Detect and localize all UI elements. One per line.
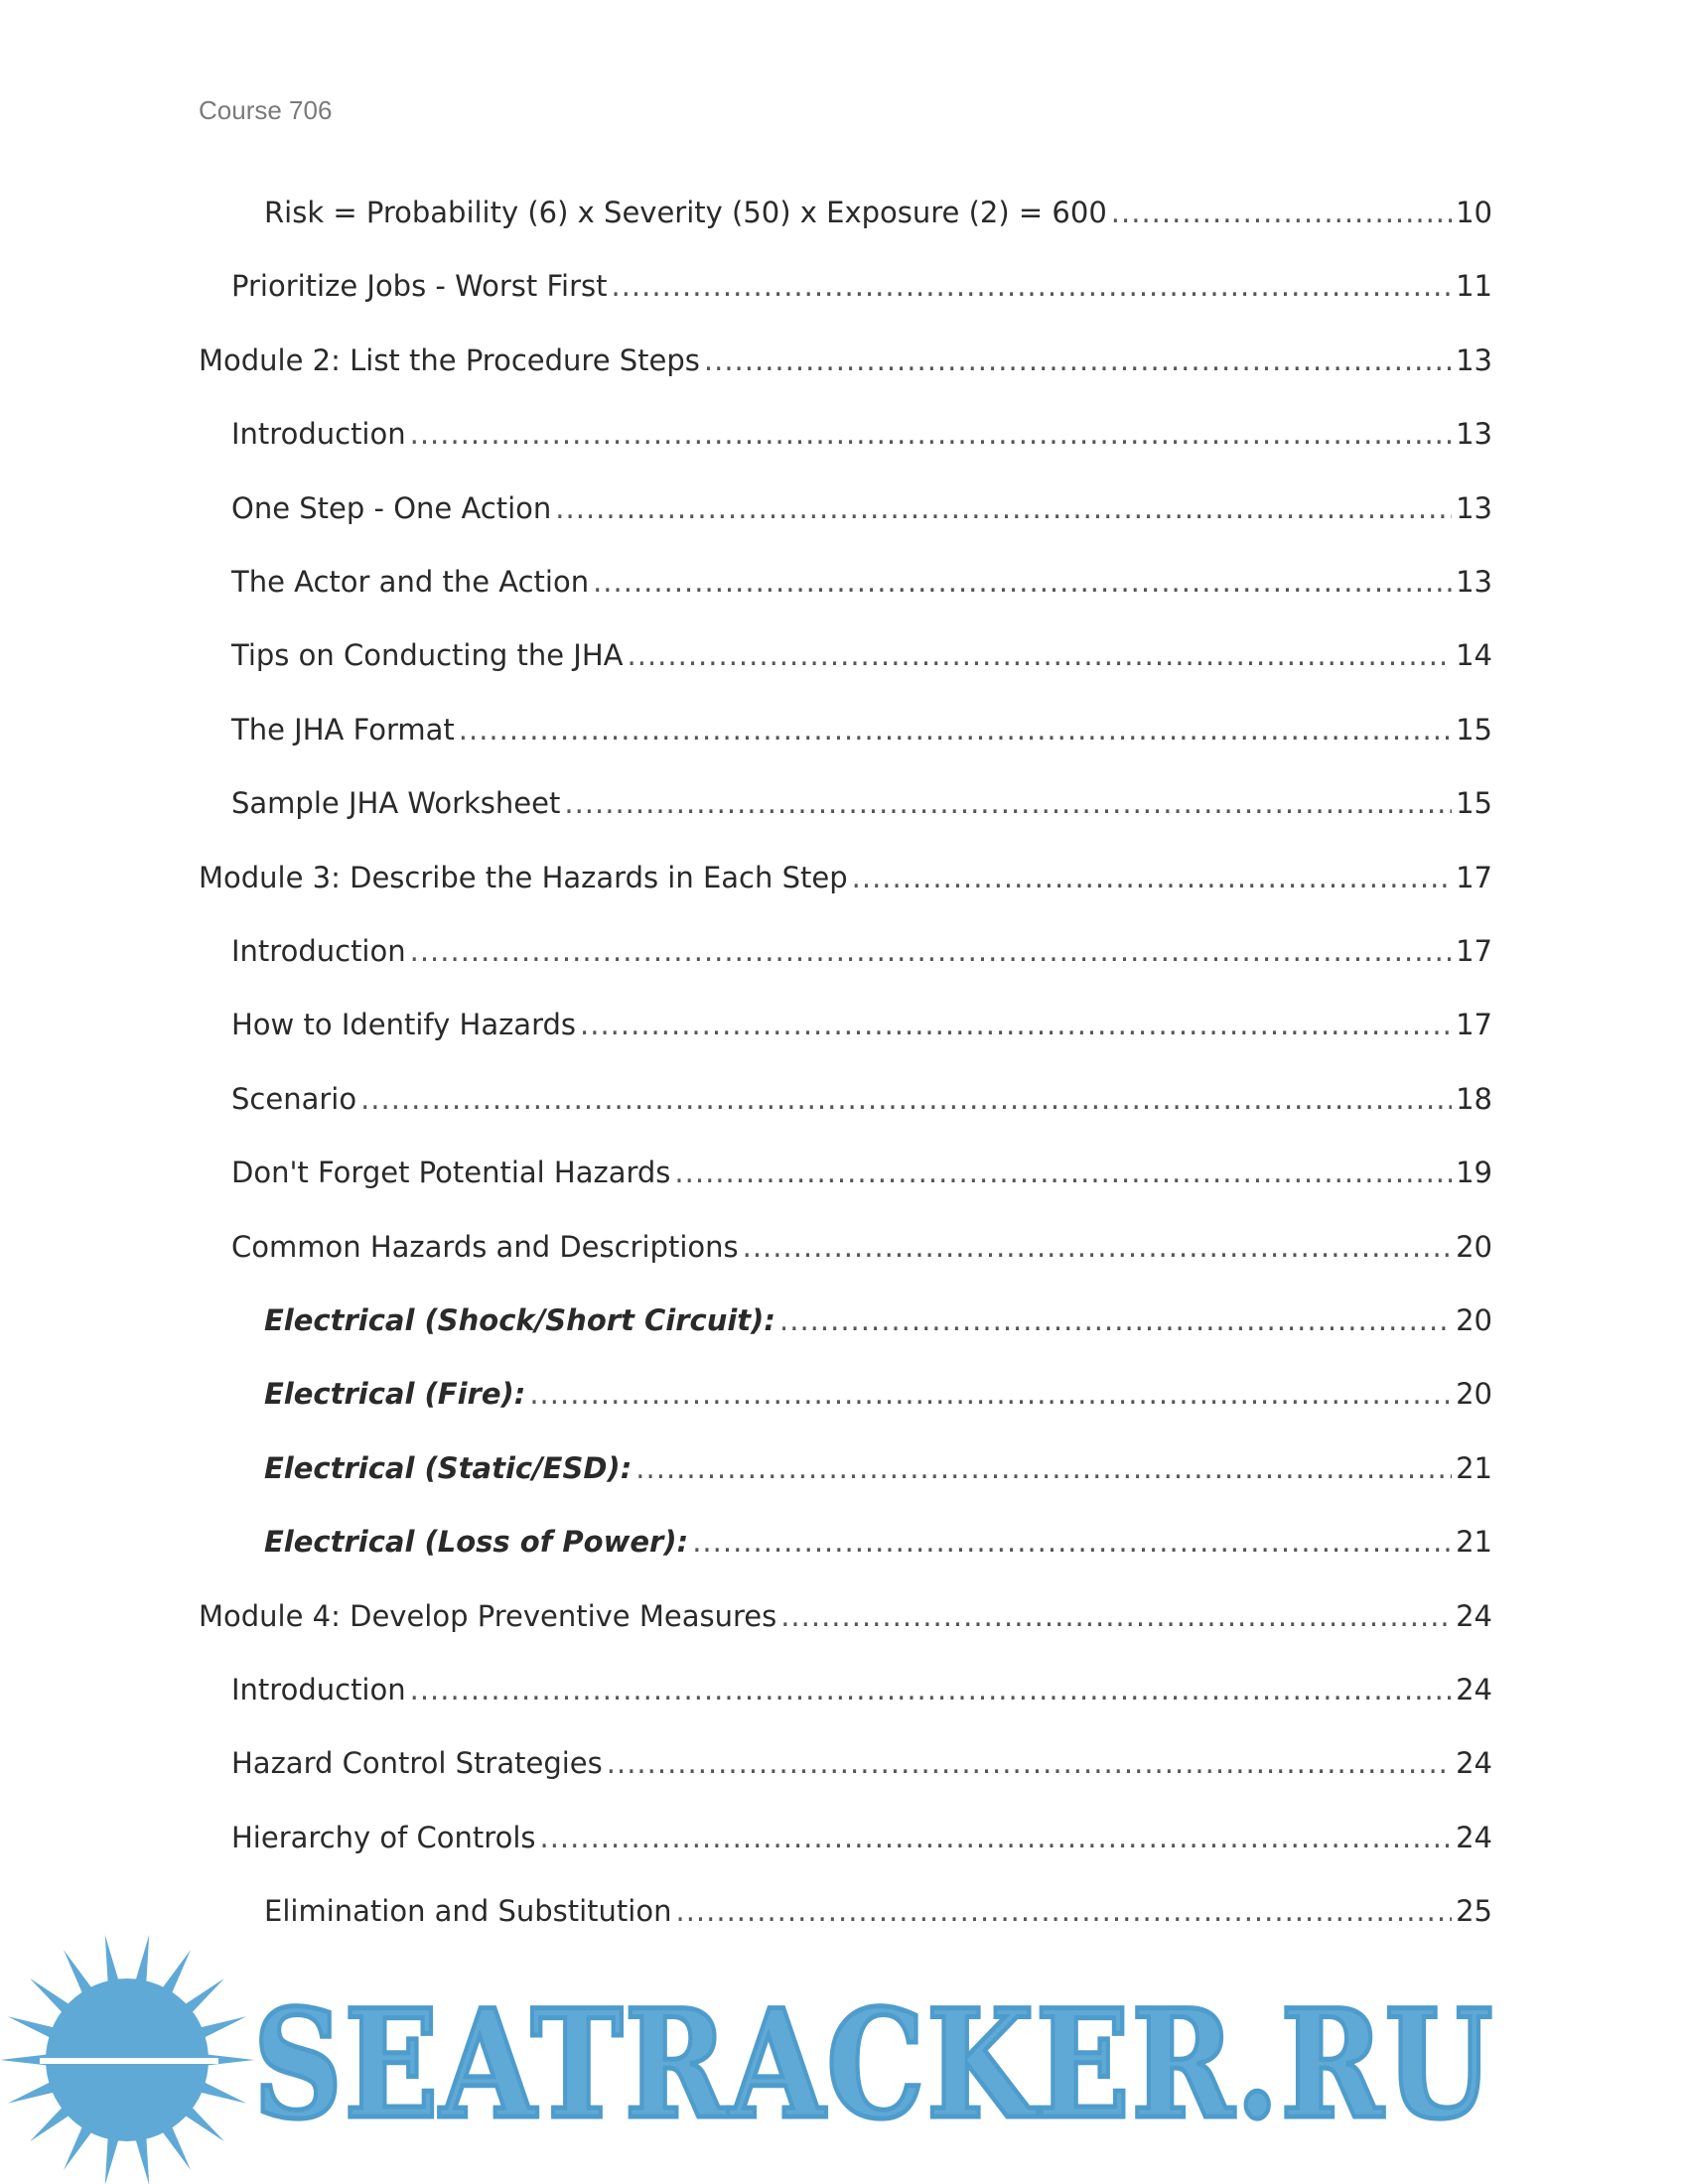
toc-entry[interactable] <box>199 706 1492 753</box>
toc-entry-title: Hazard Control Strategies <box>231 1746 603 1781</box>
toc-entry-title: The JHA Format <box>231 712 455 747</box>
toc-entry-page: 15 <box>1456 786 1492 821</box>
toc-entry-page: 13 <box>1456 565 1492 599</box>
toc-entry-page: 24 <box>1456 1673 1492 1706</box>
toc-entry-page: 15 <box>1456 712 1492 747</box>
toc-dot-leader <box>628 631 1453 679</box>
toc-entry-title: Module 3: Describe the Hazards in Each Step <box>199 860 848 894</box>
toc-dot-leader <box>410 1666 1452 1713</box>
toc-entry[interactable] <box>199 631 1492 679</box>
toc-dot-leader <box>410 410 1452 458</box>
toc-entry[interactable] <box>199 337 1492 384</box>
sun-logo-icon <box>0 1921 258 2184</box>
toc-entry[interactable] <box>199 1814 1492 1861</box>
toc-entry-page: 13 <box>1456 417 1492 452</box>
toc-entry-page: 17 <box>1456 860 1492 894</box>
toc-entry[interactable] <box>199 1370 1492 1418</box>
toc-dot-leader <box>674 1149 1452 1196</box>
toc-entry-title: Scenario <box>231 1081 357 1116</box>
toc-entry-title: Electrical (Shock/Short Circuit): <box>264 1303 776 1337</box>
toc-entry-title: Electrical (Loss of Power): <box>264 1525 689 1560</box>
toc-entry-title: Elimination and Substitution <box>264 1894 672 1929</box>
toc-entry-page: 20 <box>1456 1229 1492 1264</box>
toc-entry[interactable] <box>199 484 1492 532</box>
toc-entry-title: Prioritize Jobs - Worst First <box>231 269 608 304</box>
toc-entry-title: Introduction <box>231 417 406 452</box>
toc-entry[interactable] <box>199 1444 1492 1492</box>
toc-entry[interactable] <box>199 779 1492 827</box>
toc-entry-title: Risk = Probability (6) x Severity (50) x Exposure (2) = 600 <box>264 196 1107 229</box>
toc-entry-title: Introduction <box>231 1673 406 1706</box>
toc-entry[interactable] <box>199 1666 1492 1713</box>
toc-entry[interactable] <box>199 1149 1492 1196</box>
toc-entry[interactable] <box>199 1592 1492 1640</box>
toc-entry[interactable] <box>199 1001 1492 1048</box>
toc-entry-page: 24 <box>1456 1598 1492 1633</box>
toc-entry-page: 19 <box>1456 1156 1492 1190</box>
toc-entry[interactable] <box>199 1223 1492 1271</box>
toc-entry[interactable] <box>199 410 1492 458</box>
toc-entry[interactable] <box>199 1518 1492 1566</box>
toc-entry-page: 18 <box>1456 1081 1492 1116</box>
toc-entry[interactable] <box>199 1297 1492 1344</box>
toc-entry-title: Common Hazards and Descriptions <box>231 1229 739 1264</box>
toc-entry-title: The Actor and the Action <box>231 565 590 599</box>
toc-dot-leader <box>704 337 1452 384</box>
toc-entry-page: 25 <box>1456 1894 1492 1929</box>
toc-entry-page: 14 <box>1456 638 1492 673</box>
toc-dot-leader <box>410 927 1452 975</box>
toc-entry-page: 17 <box>1456 934 1492 968</box>
toc-entry-title: One Step - One Action <box>231 490 552 525</box>
toc-entry-page: 20 <box>1456 1303 1492 1337</box>
toc-dot-leader <box>780 1592 1452 1640</box>
toc-dot-leader <box>540 1814 1453 1861</box>
toc-dot-leader <box>564 779 1452 827</box>
toc-entry[interactable] <box>199 262 1492 310</box>
toc-entry-title: Tips on Conducting the JHA <box>231 638 624 673</box>
toc-entry-title: Sample JHA Worksheet <box>231 786 561 821</box>
toc-entry-page: 21 <box>1456 1525 1492 1560</box>
running-header: Course 706 <box>199 95 333 125</box>
toc-dot-leader <box>743 1223 1452 1271</box>
toc-dot-leader <box>852 854 1452 901</box>
toc-dot-leader <box>555 484 1452 532</box>
toc-entry-page: 13 <box>1456 342 1492 377</box>
toc-entry[interactable] <box>199 189 1492 236</box>
toc-entry-title: Electrical (Static/ESD): <box>264 1450 633 1485</box>
toc-entry-title: Don't Forget Potential Hazards <box>231 1156 671 1190</box>
toc-dot-leader <box>692 1518 1452 1566</box>
toc-entry-title: Introduction <box>231 934 406 968</box>
toc-entry-page: 21 <box>1456 1450 1492 1485</box>
toc-entry-page: 10 <box>1456 196 1492 229</box>
toc-entry-title: Electrical (Fire): <box>264 1377 526 1412</box>
toc-entry[interactable] <box>199 1739 1492 1787</box>
toc-entry-page: 11 <box>1456 269 1492 304</box>
toc-dot-leader <box>611 262 1452 310</box>
toc-entry[interactable] <box>199 1075 1492 1123</box>
toc-entry-page: 24 <box>1456 1746 1492 1781</box>
toc-entry[interactable] <box>199 558 1492 606</box>
toc-entry-page: 20 <box>1456 1377 1492 1412</box>
toc-dot-leader <box>360 1075 1452 1123</box>
toc-entry[interactable] <box>199 854 1492 901</box>
toc-dot-leader <box>635 1444 1452 1492</box>
toc-entry-title: How to Identify Hazards <box>231 1008 577 1042</box>
toc-entry[interactable] <box>199 927 1492 975</box>
toc-entry-title: Module 2: List the Procedure Steps <box>199 342 700 377</box>
watermark-text: SEATRACKER.RU <box>253 1978 1494 2152</box>
toc-dot-leader <box>593 558 1452 606</box>
toc-dot-leader <box>779 1297 1452 1344</box>
toc-entry-title: Hierarchy of Controls <box>231 1820 536 1854</box>
toc-dot-leader <box>1111 189 1452 236</box>
toc-dot-leader <box>459 706 1452 753</box>
toc-entry-page: 24 <box>1456 1820 1492 1854</box>
toc-entry-title: Module 4: Develop Preventive Measures <box>199 1598 777 1633</box>
toc-dot-leader <box>580 1001 1452 1048</box>
toc-dot-leader <box>607 1739 1452 1787</box>
toc-entry-page: 17 <box>1456 1008 1492 1042</box>
toc-entry-page: 13 <box>1456 490 1492 525</box>
toc-dot-leader <box>529 1370 1452 1418</box>
